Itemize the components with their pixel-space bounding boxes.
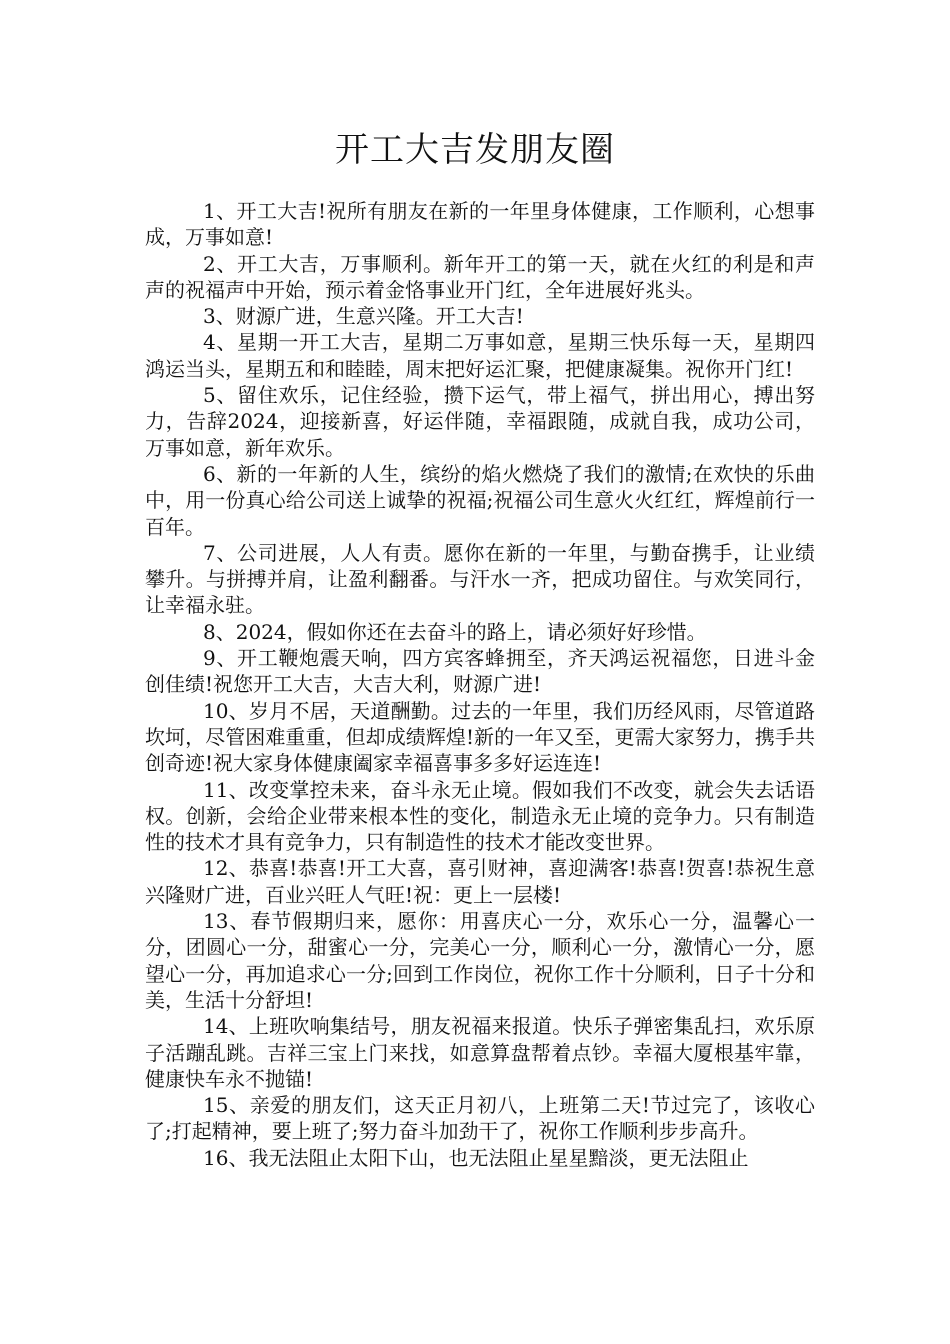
document-title: 开工大吉发朋友圈 (335, 130, 615, 170)
paragraph-12: 12、恭喜!恭喜!开工大喜，喜引财神，喜迎满客!恭喜!贺喜!恭祝生意兴隆财广进，百业兴旺人气旺!祝：更上一层楼! (145, 856, 815, 907)
paragraph-11: 11、改变掌控未来，奋斗永无止境。假如我们不改变，就会失去话语权。创新，会给企业带来根本性的变化，制造永无止境的竞争力。只有制造性的技术才具有竞争力，只有制造性的技术才能改变世界。 (145, 777, 815, 855)
paragraph-15: 15、亲爱的朋友们，这天正月初八，上班第二天!节过完了，该收心了;打起精神，要上班了;努力奋斗加劲干了，祝你工作顺利步步高升。 (145, 1093, 815, 1144)
paragraph-7: 7、公司进展，人人有责。愿你在新的一年里，与勤奋携手，让业绩攀升。与拼搏并肩，让盈利翻番。与汗水一齐，把成功留住。与欢笑同行，让幸福永驻。 (145, 540, 815, 618)
paragraph-3: 3、财源广进，生意兴隆。开工大吉! (203, 304, 524, 329)
document-body (145, 198, 815, 1171)
paragraph-14: 14、上班吹响集结号，朋友祝福来报道。快乐子弹密集乱扫，欢乐原子活蹦乱跳。吉祥三宝上门来找，如意算盘帮着点钞。幸福大厦根基牢靠，健康快车永不抛锚! (145, 1014, 815, 1091)
paragraph-4: 4、星期一开工大吉，星期二万事如意，星期三快乐每一天，星期四鸿运当头，星期五和和睦睦，周末把好运汇聚，把健康凝集。祝你开门红! (145, 330, 815, 381)
paragraph-8: 8、2024，假如你还在去奋斗的路上，请必须好好珍惜。 (203, 619, 707, 644)
paragraph-2: 2、开工大吉，万事顺利。新年开工的第一天，就在火红的利是和声声的祝福声中开始，预示着金恪事业开门红，全年进展好兆头。 (145, 251, 815, 302)
paragraph-10: 10、岁月不居，天道酬勤。过去的一年里，我们历经风雨，尽管道路坎坷，尽管困难重重，但却成绩辉煌!新的一年又至，更需大家努力，携手共创奇迹!祝大家身体健康阖家幸福喜事多多好运连连! (145, 698, 815, 776)
paragraph-5: 5、留住欢乐，记住经验，攒下运气，带上福气，拼出用心，搏出努力，告辞2024，迎接新喜，好运伴随，幸福跟随，成就自我，成功公司，万事如意，新年欢乐。 (145, 383, 815, 460)
paragraph-6: 6、新的一年新的人生，缤纷的焰火燃烧了我们的激情;在欢快的乐曲中，用一份真心给公司送上诚挚的祝福;祝福公司生意火火红红，辉煌前行一百年。 (145, 461, 815, 539)
paragraph-9: 9、开工鞭炮震天响，四方宾客蜂拥至，齐天鸿运祝福您，日进斗金创佳绩!祝您开工大吉，大吉大利，财源广进! (145, 646, 815, 697)
paragraph-16: 16、我无法阻止太阳下山，也无法阻止星星黯淡，更无法阻止 (203, 1145, 749, 1170)
paragraph-13: 13、春节假期归来，愿你：用喜庆心一分，欢乐心一分，温馨心一分，团圆心一分，甜蜜心一分，完美心一分，顺利心一分，激情心一分，愿望心一分，再加追求心一分;回到工作岗位，祝你工作十分顺利，日子十分和美，生活十分舒坦! (145, 909, 815, 1012)
paragraph-1: 1、开工大吉!祝所有朋友在新的一年里身体健康，工作顺利，心想事成，万事如意! (145, 199, 815, 250)
